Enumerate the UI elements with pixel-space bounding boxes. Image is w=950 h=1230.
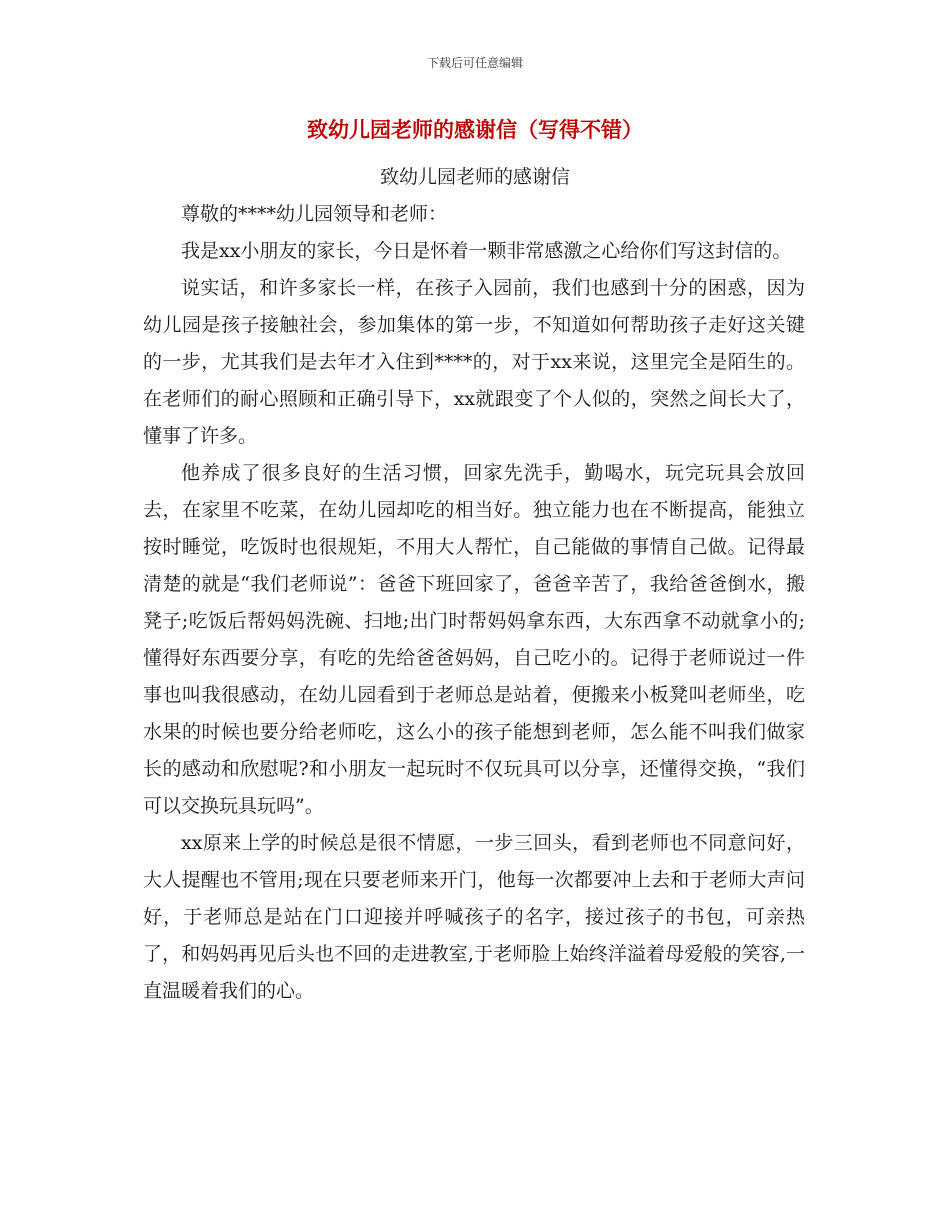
paragraph: 我是xx小朋友的家长，今日是怀着一颗非常感激之心给你们写这封信的。 [181,240,792,262]
page-header-note: 下载后可任意编辑 [426,56,523,70]
document-subtitle: 致幼儿园老师的感谢信 [379,166,570,188]
paragraph: xx原来上学的时候总是很不情愿，一步三回头，看到老师也不同意问好，大人提醒也不管用;现在只要老师来开门，他每一次都要冲上去和于老师大声问好，于老师总是站在门口迎接并呼喊孩子的名字，接过孩子的书包，可亲热了，和妈妈再见后头也不回的走进教室,于老师脸上始终洋溢着母爱般的笑容,一直温暖着我们的心。 [143,832,805,1002]
document-title: 致幼儿园老师的感谢信（写得不错） [307,118,643,142]
letter-body [143,196,805,1010]
paragraph: 他养成了很多良好的生活习惯，回家先洗手，勤喝水，玩完玩具会放回去，在家里不吃菜，在幼儿园却吃的相当好。独立能力也在不断提高，能独立按时睡觉，吃饭时也很规矩，不用大人帮忙，自己能做的事情自己做。记得最清楚的就是“我们老师说”：爸爸下班回家了，爸爸辛苦了，我给爸爸倒水，搬凳子;吃饭后帮妈妈洗碗、扫地;出门时帮妈妈拿东西，大东西拿不动就拿小的;懂得好东西要分享，有吃的先给爸爸妈妈，自己吃小的。记得于老师说过一件事也叫我很感动，在幼儿园看到于老师总是站着，便搬来小板凳叫老师坐，吃水果的时候也要分给老师吃，这么小的孩子能想到老师，怎么能不叫我们做家长的感动和欣慰呢?和小朋友一起玩时不仅玩具可以分享，还懂得交换，“我们可以交换玩具玩吗”。 [143,462,805,817]
salutation: 尊敬的****幼儿园领导和老师： [181,203,448,225]
paragraph: 说实话，和许多家长一样，在孩子入园前，我们也感到十分的困惑，因为幼儿园是孩子接触社会，参加集体的第一步，不知道如何帮助孩子走好这关键的一步，尤其我们是去年才入住到****的，对于xx来说，这里完全是陌生的。在老师们的耐心照顾和正确引导下，xx就跟变了个人似的，突然之间长大了，懂事了许多。 [143,277,805,447]
